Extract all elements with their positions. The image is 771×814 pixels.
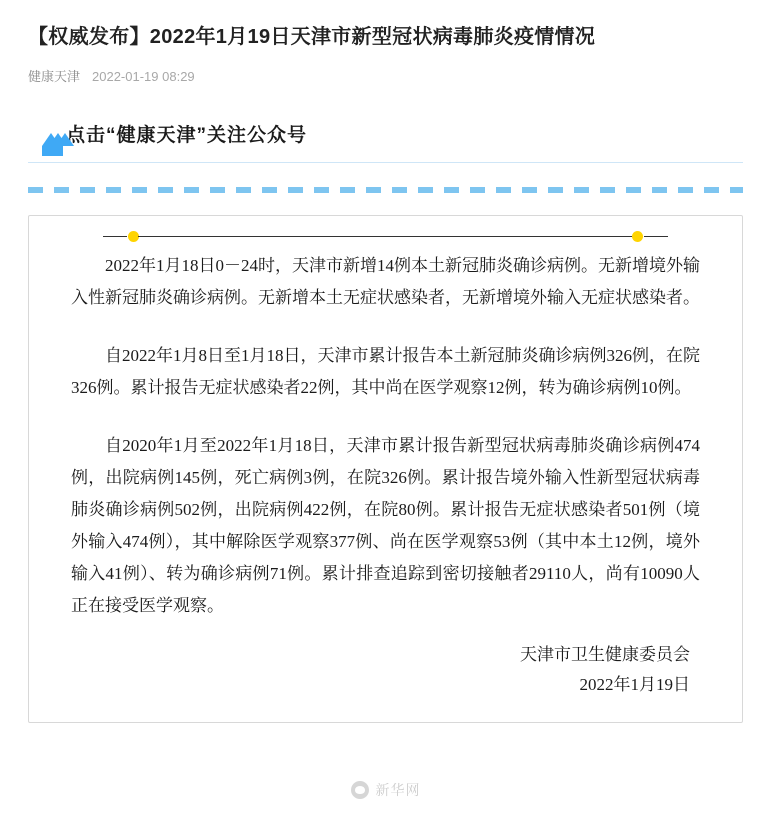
article-source: 健康天津 <box>28 69 81 84</box>
watermark-text: 新华网 <box>375 782 421 798</box>
follow-promo-text: 点击“健康天津”关注公众号 <box>66 124 308 146</box>
article-paragraph: 自2022年1月8日至1月18日，天津市累计报告本土新冠肺炎确诊病例326例，在院326例。累计报告无症状感染者22例，其中尚在医学观察12例，转为确诊病例10例。 <box>71 346 700 397</box>
xinhua-logo-icon <box>351 781 369 799</box>
page-title: 【权威发布】2022年1月19日天津市新型冠状病毒肺炎疫情情况 <box>28 26 596 48</box>
card-decoration <box>29 216 742 250</box>
signature-date: 2022年1月19日 <box>579 675 690 694</box>
watermark <box>0 780 771 800</box>
article-paragraph: 2022年1月18日0－24时，天津市新增14例本土新冠肺炎确诊病例。无新增境外输入性新冠肺炎确诊病例。无新增本土无症状感染者，无新增境外输入无症状感染者。 <box>71 256 700 307</box>
article-body-card <box>28 215 743 723</box>
deco-dot-right <box>632 231 643 242</box>
deco-line-left <box>103 236 127 237</box>
promo-divider <box>28 162 743 163</box>
article-header <box>0 0 771 85</box>
signature-org: 天津市卫生健康委员会 <box>520 645 690 664</box>
deco-line-right <box>644 236 668 237</box>
follow-promo-inner <box>28 111 743 155</box>
article-paragraph: 自2020年1月至2022年1月18日，天津市累计报告新型冠状病毒肺炎确诊病例474例，出院病例145例，死亡病例3例，在院326例。累计报告境外输入性新型冠状病毒肺炎确诊病例502例，出院病例422例，在院80例。累计报告无症状感染者501例（境外输入474例），其中解除医学观察377例、尚在医学观察53例（其中本土12例，境外输入41例）、转为确诊病例71例。累计排查追踪到密切接触者29110人，尚有10090人正在接受医学观察。 <box>71 436 700 615</box>
dashed-divider <box>28 187 743 193</box>
article-datetime: 2022-01-19 08:29 <box>92 69 195 84</box>
follow-promo-banner[interactable] <box>28 111 743 173</box>
article-meta <box>28 66 743 85</box>
deco-line-center <box>138 236 633 237</box>
